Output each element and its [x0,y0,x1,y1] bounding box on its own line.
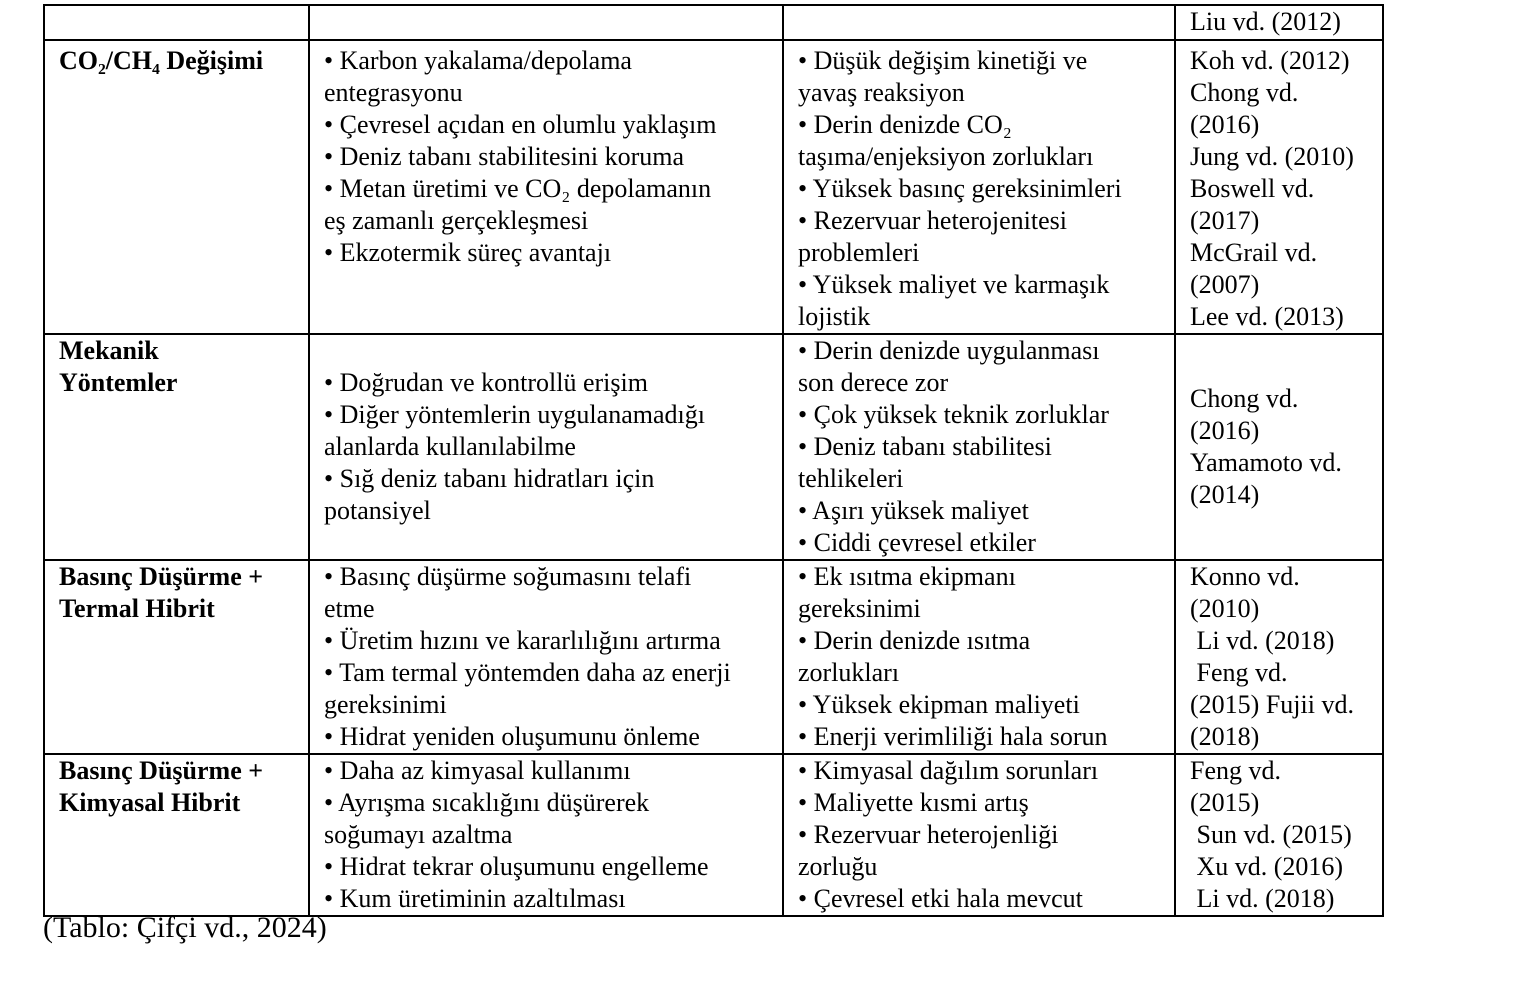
reference-line: (2018) [1190,722,1260,751]
advantage-line: • Diğer yöntemlerin uygulanamadığı [324,400,705,429]
disadvantages-cell [783,334,1175,560]
method-name: Mekanik [59,336,159,365]
comparison-table [43,4,1384,917]
disadvantage-line: • Ciddi çevresel etkiler [798,528,1036,557]
advantage-line: • Doğrudan ve kontrollü erişim [324,368,648,397]
reference-line: Li vd. (2018) [1190,626,1335,655]
reference-line: (2016) [1190,416,1260,445]
disadvantage-line: • Derin denizde CO₂ [798,110,1012,139]
reference-line: Jung vd. (2010) [1190,142,1354,171]
disadvantage-line: • Ek ısıtma ekipmanı [798,562,1016,591]
disadvantage-line: • Derin denizde uygulanması [798,336,1100,365]
disadvantage-line: lojistik [798,302,871,331]
advantage-line: • Sığ deniz tabanı hidratları için [324,464,655,493]
advantage-line: • Deniz tabanı stabilitesini koruma [324,142,685,171]
advantage-line: potansiyel [324,496,431,525]
advantage-line: • Karbon yakalama/depolama [324,46,632,75]
advantage-line: • Çevresel açıdan en olumlu yaklaşım [324,110,717,139]
reference-line: Konno vd. [1190,562,1300,591]
advantage-line: gereksinimi [324,690,447,719]
disadvantage-line: • Kimyasal dağılım sorunları [798,756,1099,785]
references-cell [1175,40,1383,334]
reference-line: Sun vd. (2015) [1190,820,1352,849]
reference-line: Feng vd. [1190,658,1288,687]
advantage-line: • Ekzotermik süreç avantajı [324,238,612,267]
disadvantage-line: • Rezervuar heterojenliği [798,820,1059,849]
reference-line: Lee vd. (2013) [1190,302,1344,331]
reference-line: (2016) [1190,110,1260,139]
table-row [44,754,1383,916]
advantage-line: etme [324,594,375,623]
advantage-line: • Basınç düşürme soğumasını telafi [324,562,692,591]
disadvantage-line: • Rezervuar heterojenitesi [798,206,1067,235]
advantage-line: alanlarda kullanılabilme [324,432,576,461]
advantage-line: • Üretim hızını ve kararlılığını artırma [324,626,721,655]
reference-line: Li vd. (2018) [1190,884,1335,913]
reference-line: Chong vd. [1190,384,1299,413]
method-name: Basınç Düşürme + [59,562,264,591]
reference-line: Chong vd. [1190,78,1299,107]
table-row [44,560,1383,754]
method-cell [44,754,309,916]
disadvantages-cell [783,5,1175,40]
method-cell [44,5,309,40]
reference-line: (2015) Fujii vd. [1190,690,1354,719]
reference-line: Feng vd. [1190,756,1281,785]
disadvantages-cell [783,40,1175,334]
advantages-cell [309,40,783,334]
reference-line: (2014) [1190,480,1260,509]
advantage-line: • Ayrışma sıcaklığını düşürerek [324,788,650,817]
advantages-cell [309,754,783,916]
references-cell [1175,334,1383,560]
disadvantage-line: • Aşırı yüksek maliyet [798,496,1029,525]
table-row [44,334,1383,560]
advantage-line: entegrasyonu [324,78,463,107]
advantage-line: • Tam termal yöntemden daha az enerji [324,658,731,687]
advantage-line: eş zamanlı gerçekleşmesi [324,206,589,235]
advantage-line: • Kum üretiminin azaltılması [324,884,626,913]
table-row [44,40,1383,334]
disadvantage-line: taşıma/enjeksiyon zorlukları [798,142,1094,171]
reference-line: (2007) [1190,270,1260,299]
disadvantages-cell [783,754,1175,916]
disadvantage-line: • Maliyette kısmi artış [798,788,1029,817]
advantage-line: • Hidrat tekrar oluşumunu engelleme [324,852,709,881]
disadvantage-line: zorlukları [798,658,900,687]
method-cell [44,334,309,560]
method-name: Termal Hibrit [59,594,215,623]
advantage-line: • Metan üretimi ve CO₂ depolamanın [324,174,712,203]
advantages-cell [309,5,783,40]
reference-line: (2015) [1190,788,1260,817]
disadvantage-line: gereksinimi [798,594,921,623]
references-cell [1175,754,1383,916]
disadvantages-cell [783,560,1175,754]
reference-line: Koh vd. (2012) [1190,46,1350,75]
table-caption: (Tablo: Çifçi vd., 2024) [43,911,327,944]
disadvantage-line: zorluğu [798,852,878,881]
advantage-line: • Hidrat yeniden oluşumunu önleme [324,722,700,751]
reference-line: McGrail vd. [1190,238,1318,267]
disadvantage-line: • Yüksek basınç gereksinimleri [798,174,1122,203]
disadvantage-line: yavaş reaksiyon [798,78,965,107]
reference-line: Xu vd. (2016) [1190,852,1344,881]
advantages-cell [309,334,783,560]
disadvantage-line: • Derin denizde ısıtma [798,626,1031,655]
advantage-line: • Daha az kimyasal kullanımı [324,756,631,785]
disadvantage-line: • Düşük değişim kinetiği ve [798,46,1088,75]
method-name: CO₂/CH₄ Değişimi [59,46,264,75]
disadvantage-line: • Enerji verimliliği hala sorun [798,722,1108,751]
disadvantage-line: • Yüksek ekipman maliyeti [798,690,1080,719]
disadvantage-line: problemleri [798,238,920,267]
method-name: Basınç Düşürme + [59,756,264,785]
reference-line: (2010) [1190,594,1260,623]
method-name: Yöntemler [59,368,178,397]
advantage-line: soğumayı azaltma [324,820,513,849]
method-cell [44,40,309,334]
disadvantage-line: • Çok yüksek teknik zorluklar [798,400,1109,429]
references-cell [1175,560,1383,754]
reference-line: Liu vd. (2012) [1190,7,1341,36]
reference-line: (2017) [1190,206,1260,235]
method-cell [44,560,309,754]
references-cell [1175,5,1383,40]
table-row [44,5,1383,40]
reference-line: Boswell vd. [1190,174,1315,203]
disadvantage-line: tehlikeleri [798,464,904,493]
disadvantage-line: son derece zor [798,368,949,397]
advantages-cell [309,560,783,754]
disadvantage-line: • Çevresel etki hala mevcut [798,884,1083,913]
disadvantage-line: • Yüksek maliyet ve karmaşık [798,270,1110,299]
method-name: Kimyasal Hibrit [59,788,241,817]
disadvantage-line: • Deniz tabanı stabilitesi [798,432,1052,461]
reference-line: Yamamoto vd. [1190,448,1342,477]
